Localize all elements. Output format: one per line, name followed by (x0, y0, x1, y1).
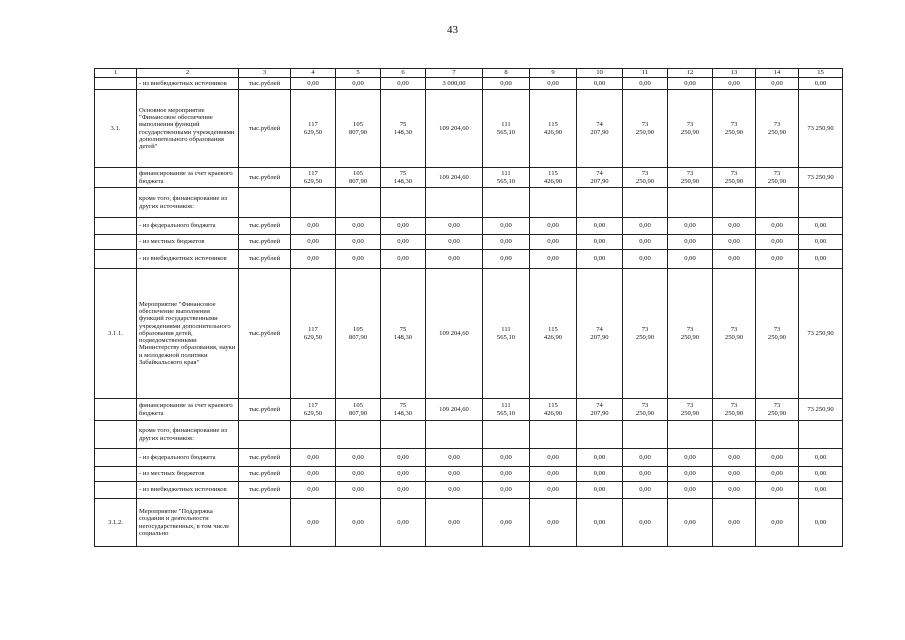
value-cell: 73 250,90 (623, 168, 668, 188)
value-cell: 0,00 (426, 449, 483, 467)
row-code: 3.1.2. (95, 499, 137, 547)
row-code (95, 168, 137, 188)
value-cell: 0,00 (336, 235, 381, 250)
value-cell: 0,00 (799, 250, 843, 269)
value-cell: 0,00 (381, 218, 426, 235)
row-description: - из федерального бюджета (137, 218, 239, 235)
row-description: Мероприятие "Финансовое обеспечение выполнения функций государственными учреждениями дополнительного образования детей, подведомственными Министерству образования, науки и молодежной политики Забайкальского края" (137, 269, 239, 399)
value-cell: 0,00 (336, 482, 381, 499)
value-cell: 0,00 (577, 250, 623, 269)
column-header: 7 (426, 69, 483, 78)
value-cell: 74 207,90 (577, 269, 623, 399)
value-cell (291, 188, 336, 218)
value-cell: 117 629,50 (291, 399, 336, 421)
row-description: - из федерального бюджета (137, 449, 239, 467)
value-cell: 115 426,90 (530, 269, 577, 399)
value-cell: 0,00 (623, 218, 668, 235)
value-cell: 0,00 (530, 78, 577, 90)
value-cell (756, 188, 799, 218)
value-cell: 0,00 (530, 235, 577, 250)
row-description: финансирование за счет краевого бюджета (137, 168, 239, 188)
value-cell: 0,00 (668, 449, 713, 467)
value-cell (713, 188, 756, 218)
row-code (95, 449, 137, 467)
value-cell (483, 421, 530, 449)
value-cell: 111 565,10 (483, 269, 530, 399)
row-code (95, 235, 137, 250)
value-cell: 0,00 (336, 218, 381, 235)
table-row (95, 467, 843, 482)
page-number: 43 (447, 24, 458, 36)
column-header: 6 (381, 69, 426, 78)
value-cell: 0,00 (623, 499, 668, 547)
row-code (95, 78, 137, 90)
value-cell: 0,00 (713, 499, 756, 547)
value-cell: 74 207,90 (577, 399, 623, 421)
value-cell: 109 204,60 (426, 399, 483, 421)
row-unit: тыс.рублей (239, 90, 291, 168)
table-row (95, 250, 843, 269)
row-code (95, 250, 137, 269)
row-unit: тыс.рублей (239, 449, 291, 467)
row-description: Основное мероприятие "Финансовое обеспечение выполнения функций государственными учреждениями дополнительного образования детей" (137, 90, 239, 168)
value-cell: 0,00 (668, 78, 713, 90)
value-cell (668, 188, 713, 218)
value-cell: 0,00 (530, 482, 577, 499)
row-unit: тыс.рублей (239, 235, 291, 250)
value-cell: 73 250,90 (713, 399, 756, 421)
value-cell: 73 250,90 (668, 90, 713, 168)
value-cell: 0,00 (291, 235, 336, 250)
value-cell: 0,00 (426, 250, 483, 269)
value-cell: 0,00 (623, 235, 668, 250)
value-cell: 0,00 (530, 449, 577, 467)
value-cell (713, 421, 756, 449)
value-cell: 111 565,10 (483, 399, 530, 421)
value-cell: 0,00 (623, 449, 668, 467)
value-cell: 0,00 (426, 482, 483, 499)
value-cell: 0,00 (483, 449, 530, 467)
value-cell: 0,00 (713, 218, 756, 235)
row-unit: тыс.рублей (239, 467, 291, 482)
table-row (95, 218, 843, 235)
row-code (95, 188, 137, 218)
value-cell: 109 204,60 (426, 269, 483, 399)
row-unit: тыс.рублей (239, 168, 291, 188)
value-cell: 109 204,60 (426, 168, 483, 188)
table-row (95, 482, 843, 499)
value-cell: 115 426,90 (530, 399, 577, 421)
value-cell: 0,00 (713, 467, 756, 482)
value-cell: 73 250,90 (756, 90, 799, 168)
column-header: 15 (799, 69, 843, 78)
value-cell: 0,00 (381, 467, 426, 482)
table-row (95, 421, 843, 449)
row-unit: тыс.рублей (239, 269, 291, 399)
value-cell: 117 629,50 (291, 168, 336, 188)
value-cell (799, 421, 843, 449)
row-code (95, 421, 137, 449)
value-cell: 0,00 (713, 449, 756, 467)
value-cell (756, 421, 799, 449)
column-header: 9 (530, 69, 577, 78)
value-cell: 0,00 (799, 218, 843, 235)
value-cell: 74 207,90 (577, 90, 623, 168)
row-code: 3.1.1. (95, 269, 137, 399)
column-header: 3 (239, 69, 291, 78)
value-cell: 0,00 (577, 467, 623, 482)
value-cell (291, 421, 336, 449)
value-cell: 0,00 (530, 467, 577, 482)
value-cell: 105 807,90 (336, 90, 381, 168)
value-cell: 0,00 (756, 218, 799, 235)
value-cell: 0,00 (756, 467, 799, 482)
value-cell: 0,00 (381, 449, 426, 467)
value-cell: 73 250,90 (668, 269, 713, 399)
column-header: 11 (623, 69, 668, 78)
value-cell: 73 250,90 (623, 90, 668, 168)
value-cell: 0,00 (668, 499, 713, 547)
row-code (95, 399, 137, 421)
value-cell: 73 250,90 (756, 168, 799, 188)
value-cell: 73 250,90 (623, 399, 668, 421)
value-cell (530, 421, 577, 449)
value-cell: 0,00 (799, 449, 843, 467)
row-code (95, 218, 137, 235)
value-cell: 75 148,30 (381, 90, 426, 168)
row-description: - из местных бюджетов (137, 467, 239, 482)
value-cell: 0,00 (799, 78, 843, 90)
value-cell: 0,00 (483, 499, 530, 547)
row-description: - из внебюджетных источников (137, 482, 239, 499)
value-cell: 0,00 (668, 467, 713, 482)
value-cell: 0,00 (756, 78, 799, 90)
value-cell (426, 188, 483, 218)
value-cell: 0,00 (426, 499, 483, 547)
value-cell: 0,00 (577, 449, 623, 467)
value-cell: 0,00 (623, 250, 668, 269)
row-code (95, 467, 137, 482)
value-cell: 75 148,30 (381, 399, 426, 421)
value-cell: 111 565,10 (483, 168, 530, 188)
header-row (95, 69, 843, 78)
value-cell: 0,00 (336, 467, 381, 482)
value-cell: 0,00 (291, 78, 336, 90)
value-cell: 0,00 (381, 482, 426, 499)
value-cell: 0,00 (623, 467, 668, 482)
value-cell: 0,00 (668, 250, 713, 269)
value-cell (623, 188, 668, 218)
value-cell: 0,00 (381, 499, 426, 547)
row-code: 3.1. (95, 90, 137, 168)
value-cell: 73 250,90 (756, 269, 799, 399)
column-header: 8 (483, 69, 530, 78)
value-cell: 105 807,90 (336, 168, 381, 188)
value-cell (799, 188, 843, 218)
row-unit: тыс.рублей (239, 482, 291, 499)
value-cell: 75 148,30 (381, 269, 426, 399)
value-cell: 0,00 (577, 218, 623, 235)
value-cell: 73 250,90 (799, 168, 843, 188)
value-cell: 0,00 (756, 482, 799, 499)
value-cell: 0,00 (381, 235, 426, 250)
column-header: 2 (137, 69, 239, 78)
row-unit: тыс.рублей (239, 78, 291, 90)
value-cell (336, 421, 381, 449)
column-header: 10 (577, 69, 623, 78)
value-cell: 117 629,50 (291, 90, 336, 168)
value-cell: 73 250,90 (713, 269, 756, 399)
value-cell: 73 250,90 (799, 90, 843, 168)
table-body (95, 69, 843, 547)
value-cell: 0,00 (530, 499, 577, 547)
value-cell: 0,00 (577, 78, 623, 90)
value-cell: 73 250,90 (713, 90, 756, 168)
value-cell: 0,00 (291, 218, 336, 235)
value-cell: 0,00 (336, 499, 381, 547)
value-cell: 0,00 (668, 218, 713, 235)
value-cell: 0,00 (291, 250, 336, 269)
value-cell: 0,00 (291, 499, 336, 547)
table-row (95, 269, 843, 399)
value-cell (530, 188, 577, 218)
value-cell: 0,00 (381, 250, 426, 269)
value-cell (381, 188, 426, 218)
table-row (95, 78, 843, 90)
column-header: 5 (336, 69, 381, 78)
value-cell: 0,00 (756, 235, 799, 250)
table-row (95, 188, 843, 218)
row-description: кроме того, финансирование из других источников: (137, 421, 239, 449)
value-cell: 3 000,00 (426, 78, 483, 90)
value-cell: 0,00 (426, 467, 483, 482)
row-unit: тыс.рублей (239, 218, 291, 235)
value-cell: 0,00 (483, 467, 530, 482)
value-cell: 0,00 (530, 218, 577, 235)
value-cell: 0,00 (668, 235, 713, 250)
value-cell: 117 629,50 (291, 269, 336, 399)
value-cell: 0,00 (799, 235, 843, 250)
row-description: - из внебюджетных источников (137, 78, 239, 90)
value-cell: 73 250,90 (668, 168, 713, 188)
value-cell (623, 421, 668, 449)
value-cell: 0,00 (336, 449, 381, 467)
value-cell: 75 148,30 (381, 168, 426, 188)
value-cell: 0,00 (577, 235, 623, 250)
value-cell: 0,00 (483, 78, 530, 90)
row-description: кроме того, финансирование из других источников: (137, 188, 239, 218)
value-cell: 0,00 (381, 78, 426, 90)
value-cell: 73 250,90 (623, 269, 668, 399)
value-cell: 0,00 (336, 250, 381, 269)
column-header: 12 (668, 69, 713, 78)
value-cell: 0,00 (291, 449, 336, 467)
value-cell: 73 250,90 (799, 399, 843, 421)
value-cell (577, 421, 623, 449)
value-cell: 0,00 (799, 482, 843, 499)
value-cell: 105 807,90 (336, 269, 381, 399)
value-cell: 0,00 (713, 250, 756, 269)
table-row (95, 90, 843, 168)
value-cell: 73 250,90 (756, 399, 799, 421)
value-cell: 115 426,90 (530, 90, 577, 168)
value-cell: 0,00 (756, 449, 799, 467)
value-cell: 0,00 (483, 250, 530, 269)
value-cell: 0,00 (623, 78, 668, 90)
column-header: 14 (756, 69, 799, 78)
value-cell: 0,00 (713, 78, 756, 90)
value-cell (336, 188, 381, 218)
column-header: 13 (713, 69, 756, 78)
row-description: Мероприятие "Поддержка создания и деятельности негосударственных, в том числе социально (137, 499, 239, 547)
budget-table (94, 68, 843, 547)
table-row (95, 499, 843, 547)
value-cell (483, 188, 530, 218)
value-cell: 105 807,90 (336, 399, 381, 421)
row-description: - из местных бюджетов (137, 235, 239, 250)
value-cell: 0,00 (483, 482, 530, 499)
value-cell: 0,00 (336, 78, 381, 90)
table-row (95, 399, 843, 421)
value-cell: 0,00 (530, 250, 577, 269)
row-unit: тыс.рублей (239, 250, 291, 269)
value-cell: 0,00 (577, 499, 623, 547)
value-cell: 0,00 (623, 482, 668, 499)
value-cell: 74 207,90 (577, 168, 623, 188)
column-header: 4 (291, 69, 336, 78)
value-cell: 73 250,90 (668, 399, 713, 421)
column-header: 1 (95, 69, 137, 78)
row-unit (239, 421, 291, 449)
table-row (95, 449, 843, 467)
value-cell: 0,00 (799, 499, 843, 547)
value-cell: 115 426,90 (530, 168, 577, 188)
value-cell: 0,00 (483, 235, 530, 250)
value-cell: 0,00 (291, 482, 336, 499)
value-cell: 111 565,10 (483, 90, 530, 168)
value-cell: 0,00 (426, 218, 483, 235)
value-cell: 0,00 (713, 482, 756, 499)
value-cell (577, 188, 623, 218)
row-unit (239, 499, 291, 547)
value-cell: 0,00 (483, 218, 530, 235)
value-cell: 0,00 (291, 467, 336, 482)
value-cell: 0,00 (426, 235, 483, 250)
table-row (95, 168, 843, 188)
value-cell: 109 204,60 (426, 90, 483, 168)
table-row (95, 235, 843, 250)
value-cell: 73 250,90 (713, 168, 756, 188)
row-unit (239, 188, 291, 218)
value-cell: 73 250,90 (799, 269, 843, 399)
value-cell: 0,00 (577, 482, 623, 499)
row-unit: тыс.рублей (239, 399, 291, 421)
row-description: финансирование за счет краевого бюджета (137, 399, 239, 421)
value-cell: 0,00 (668, 482, 713, 499)
value-cell (668, 421, 713, 449)
row-code (95, 482, 137, 499)
value-cell: 0,00 (756, 250, 799, 269)
value-cell: 0,00 (713, 235, 756, 250)
value-cell (381, 421, 426, 449)
value-cell: 0,00 (799, 467, 843, 482)
value-cell: 0,00 (756, 499, 799, 547)
row-description: - из внебюджетных источников (137, 250, 239, 269)
value-cell (426, 421, 483, 449)
